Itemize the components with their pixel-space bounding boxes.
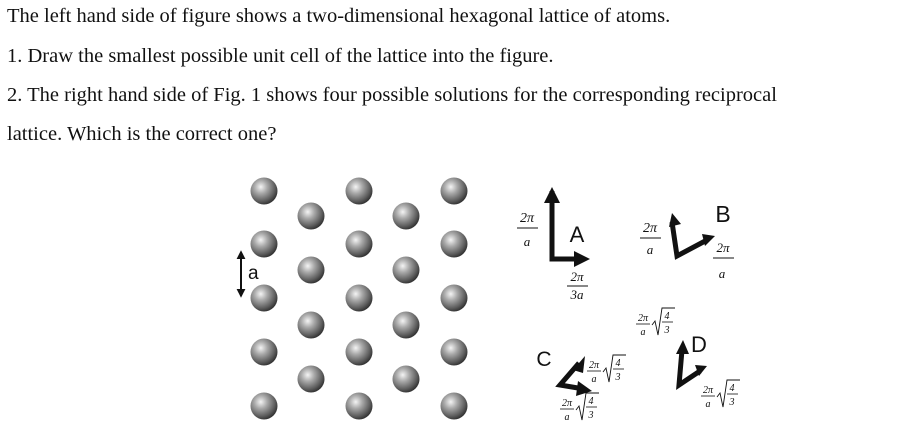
- problem-line-3: 2. The right hand side of Fig. 1 shows four possible solutions for the corresponding reciprocal: [7, 84, 777, 106]
- problem-line-4: lattice. Which is the correct one?: [7, 123, 277, 145]
- atom: [393, 312, 420, 339]
- atom: [251, 231, 278, 258]
- option-a-vertical-den: a: [523, 234, 531, 249]
- option-b-first-den: a: [646, 242, 654, 257]
- option-a-horizontal-num: 2π: [570, 269, 584, 284]
- atom: [298, 366, 325, 393]
- option-c-upper-root: 4: [615, 358, 621, 369]
- atom: [346, 393, 373, 420]
- atom: [251, 285, 278, 312]
- option-c-label: C: [536, 348, 552, 371]
- atom: [346, 178, 373, 205]
- option-b-first-num: 2π: [642, 221, 658, 236]
- atom: [298, 257, 325, 284]
- option-a-horizontal-den: 3a: [570, 287, 584, 302]
- option-b-label: B: [715, 201, 731, 227]
- option-a: [517, 187, 590, 302]
- option-c-upper-den: a: [591, 374, 597, 385]
- atom: [251, 178, 278, 205]
- option-c-lower-num: 2π: [561, 398, 573, 409]
- atom: [346, 231, 373, 258]
- option-c-lower-den: a: [564, 412, 570, 423]
- atom: [393, 366, 420, 393]
- option-d-upper-num: 2π: [637, 313, 649, 324]
- atom: [346, 285, 373, 312]
- option-c-lower-root: 4: [588, 396, 594, 407]
- option-d-lower-root-den: 3: [729, 397, 735, 408]
- atom: [441, 231, 468, 258]
- option-d-upper-root: 4: [664, 311, 670, 322]
- option-d-lower-root: 4: [729, 383, 735, 394]
- option-c-upper-root-den: 3: [615, 372, 621, 383]
- atom: [393, 257, 420, 284]
- lattice-figure: [0, 160, 912, 431]
- atom: [441, 339, 468, 366]
- atom: [298, 203, 325, 230]
- option-a-vertical-num: 2π: [519, 211, 535, 226]
- atom: [441, 393, 468, 420]
- atom: [441, 285, 468, 312]
- atom: [393, 203, 420, 230]
- lattice-constant-label: a: [248, 263, 259, 284]
- option-c-upper-num: 2π: [588, 360, 600, 371]
- option-a-label: A: [569, 222, 585, 247]
- option-d-lower-num: 2π: [702, 385, 714, 396]
- option-d-label: D: [691, 332, 707, 357]
- option-c-lower-root-den: 3: [588, 410, 594, 421]
- option-b: [640, 201, 734, 281]
- option-d-upper-den: a: [640, 327, 646, 338]
- atom: [346, 339, 373, 366]
- atom: [441, 178, 468, 205]
- option-b-second-den: a: [718, 266, 726, 281]
- option-d: [636, 308, 740, 410]
- option-d-lower-den: a: [705, 399, 711, 410]
- hexagonal-lattice: [251, 178, 468, 420]
- problem-line-2: 1. Draw the smallest possible unit cell of the lattice into the figure.: [7, 45, 554, 67]
- atom: [251, 393, 278, 420]
- atom: [251, 339, 278, 366]
- atom: [298, 312, 325, 339]
- option-c: [536, 348, 626, 423]
- option-b-second-num: 2π: [716, 240, 730, 255]
- problem-line-1: The left hand side of figure shows a two-dimensional hexagonal lattice of atoms.: [7, 5, 671, 27]
- option-d-upper-root-den: 3: [664, 325, 670, 336]
